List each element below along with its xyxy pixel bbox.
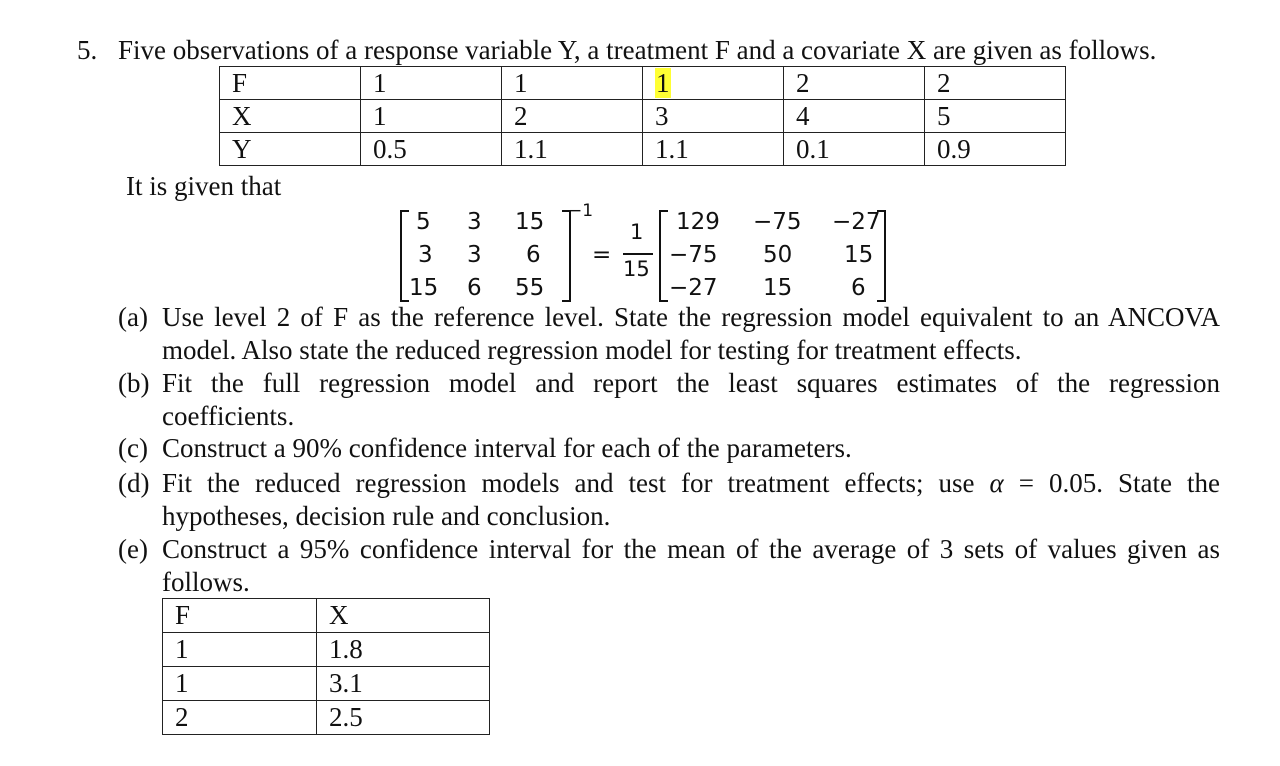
rhs-r3c1: −27 (669, 275, 718, 301)
rhs-r3c3: 6 (851, 275, 866, 301)
rhs-r2c2: 50 (763, 242, 793, 268)
cell-y-5: 0.9 (925, 133, 1066, 166)
lhs-r2c3: 6 (526, 242, 541, 268)
given-text: It is given that (126, 171, 282, 201)
part-c-label: (c) (118, 433, 148, 463)
equals-sign: = (592, 242, 612, 268)
sub-cell-f-1: 1 (163, 633, 317, 667)
table-header-row (163, 599, 490, 633)
part-d-text-rest: = 0.05. State the (1003, 468, 1221, 498)
lhs-r1c1: 5 (416, 209, 431, 235)
table-row (163, 633, 490, 667)
sub-cell-x-2: 3.1 (317, 667, 490, 701)
part-a-line2: model. Also state the reduced regression model for testing for treatment effects. (162, 335, 1022, 365)
cell-x-4: 4 (784, 100, 925, 133)
fraction-bar (623, 253, 653, 255)
matrix-equation (0, 0, 1280, 310)
part-b-line1: Fit the full regression model and report the least squares estimates of the regression (162, 368, 1220, 398)
table-row (163, 701, 490, 735)
rhs-r2c3: 15 (844, 242, 874, 268)
part-e-line1: Construct a 95% confidence interval for the mean of the average of 3 sets of values given as (162, 534, 1220, 564)
cell-y-4: 0.1 (784, 133, 925, 166)
sub-cell-f-2: 1 (163, 667, 317, 701)
row-label-f: F (220, 67, 361, 100)
inverse-exponent: −1 (568, 201, 594, 221)
part-c-line1: Construct a 90% confidence interval for each of the parameters. (162, 433, 852, 463)
cell-y-3: 1.1 (643, 133, 784, 166)
lhs-left-bracket (400, 210, 409, 302)
lhs-right-bracket (562, 210, 571, 302)
part-d-label: (d) (118, 468, 150, 498)
rhs-r1c1: 129 (676, 209, 720, 235)
sub-cell-x-1: 1.8 (317, 633, 490, 667)
cell-x-3: 3 (643, 100, 784, 133)
rhs-r3c2: 15 (763, 275, 793, 301)
part-a-label: (a) (118, 302, 148, 332)
part-b-label: (b) (118, 368, 150, 398)
table-row (163, 667, 490, 701)
cell-x-1: 1 (361, 100, 502, 133)
lhs-r2c1: 3 (418, 242, 433, 268)
lhs-r2c2: 3 (467, 242, 482, 268)
sub-cell-x-3: 2.5 (317, 701, 490, 735)
lhs-r1c3: 15 (515, 209, 545, 235)
header-f: F (163, 599, 317, 633)
fraction-denominator: 15 (623, 257, 650, 281)
highlighted-value: 1 (656, 67, 670, 98)
lhs-r1c2: 3 (467, 209, 482, 235)
new-values-table (162, 598, 490, 735)
cell-f-4: 2 (784, 67, 925, 100)
part-d-line1 (162, 470, 1220, 497)
cell-x-5: 5 (925, 100, 1066, 133)
part-d-text-pre: Fit the reduced regression models and test for treatment effects; use (162, 468, 990, 498)
part-d-line2: hypotheses, decision rule and conclusion. (162, 501, 611, 531)
lhs-r3c1: 15 (409, 275, 439, 301)
lhs-r3c2: 6 (467, 275, 482, 301)
alpha-symbol: α (989, 468, 1004, 498)
rhs-r1c2: −75 (753, 209, 802, 235)
cell-f-2: 1 (502, 67, 643, 100)
cell-y-2: 1.1 (502, 133, 643, 166)
row-label-y: Y (220, 133, 361, 166)
part-e-label: (e) (118, 534, 148, 564)
fraction-numerator: 1 (630, 220, 644, 244)
cell-x-2: 2 (502, 100, 643, 133)
cell-y-1: 0.5 (361, 133, 502, 166)
problem-intro: Five observations of a response variable Y, a treatment F and a covariate X are given as follows. (118, 35, 1157, 65)
rhs-r2c1: −75 (669, 242, 718, 268)
lhs-r3c3: 55 (515, 275, 545, 301)
problem-number: 5. (77, 35, 98, 65)
cell-f-5: 2 (925, 67, 1066, 100)
rhs-left-bracket (659, 210, 668, 302)
part-e-line2: follows. (162, 567, 250, 597)
sub-cell-f-3: 2 (163, 701, 317, 735)
row-label-x: X (220, 100, 361, 133)
header-x: X (317, 599, 490, 633)
rhs-r1c3: −27 (832, 209, 881, 235)
part-b-line2: coefficients. (162, 401, 295, 431)
part-a-line1: Use level 2 of F as the reference level. State the regression model equivalent to an ANCOVA (162, 302, 1220, 332)
cell-f-1: 1 (361, 67, 502, 100)
